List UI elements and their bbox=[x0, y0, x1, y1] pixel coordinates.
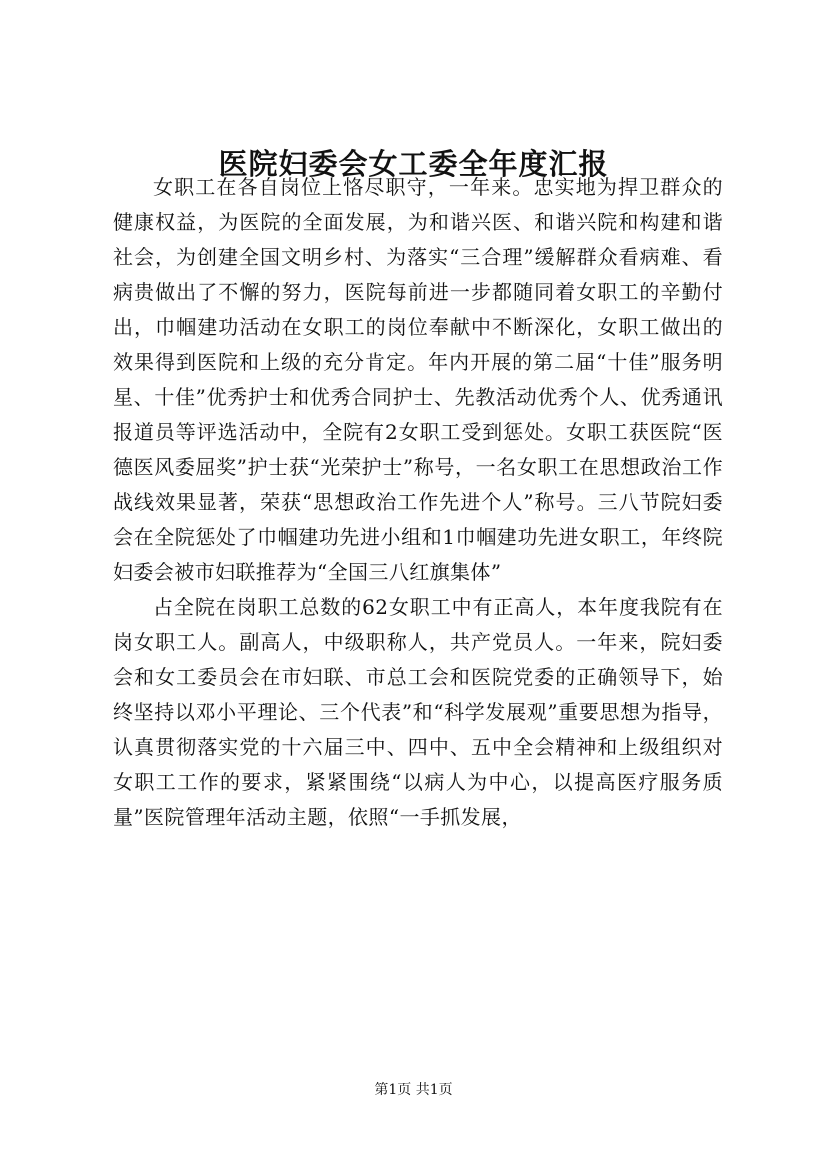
paragraph-1: 女职工在各自岗位上恪尽职守，一年来。忠实地为捍卫群众的健康权益，为医院的全面发展，为和谐兴医、和谐兴院和构建和谐社会，为创建全国文明乡村、为落实“三合理”缓解群众看病难、看病贵做出了不懈的努力，医院每前进一步都随同着女职工的辛勤付出，巾帼建功活动在女职工的岗位奉献中不断深化，女职工做出的效果得到医院和上级的充分肯定。年内开展的第二届“十佳”服务明星、十佳”优秀护士和优秀合同护士、先教活动优秀个人、优秀通讯报道员等评选活动中，全院有2女职工受到惩处。女职工获医院“医德医风委屈奖”护士获“光荣护士”称号，一名女职工在思想政治工作战线效果显著，荣获“思想政治工作先进个人”称号。三八节院妇委会在全院惩处了巾帼建功先进小组和1巾帼建功先进女职工，年终院妇委会被市妇联推荐为“全国三八红旗集体” bbox=[113, 175, 723, 584]
paragraph-2: 占全院在岗职工总数的62女职工中有正高人，本年度我院有在岗女职工人。副高人，中级职称人，共产党员人。一年来，院妇委会和女工委员会在市妇联、市总工会和医院党委的正确领导下，始终坚持以邓小平理论、三个代表”和“科学发展观”重要思想为指导，认真贯彻落实党的十六届三中、四中、五中全会精神和上级组织对女职工工作的要求，紧紧围绕“以病人为中心，以提高医疗服务质量”医院管理年活动主题，依照“一手抓发展， bbox=[113, 595, 723, 829]
document-body bbox=[113, 170, 723, 835]
page-footer: 第1页 共1页 bbox=[374, 1082, 453, 1098]
document-title: 医院妇委会女工委全年度汇报 bbox=[218, 147, 609, 181]
